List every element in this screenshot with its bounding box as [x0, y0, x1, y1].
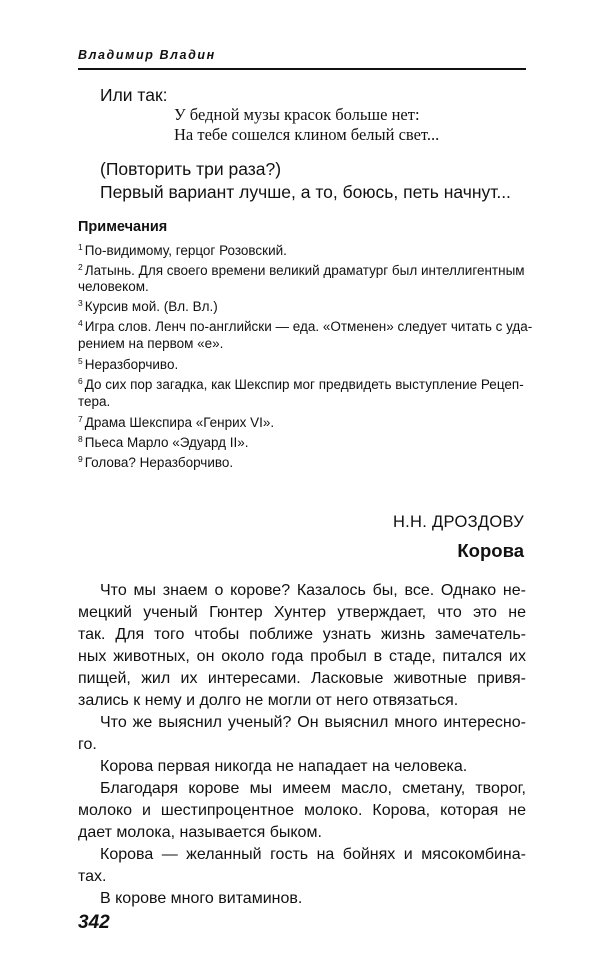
note-number: 9 [78, 454, 83, 464]
note-number: 7 [78, 414, 83, 424]
note-6-cont: тера. [78, 394, 111, 409]
body-line: ных животных, он около года пробыл в стаде, питался их [78, 648, 526, 665]
notes-title: Примечания [78, 219, 168, 235]
body-line: го. [78, 736, 97, 753]
body-line: зались к нему и долго не могли от него отвязаться. [78, 692, 459, 709]
body-line: Что мы знаем о корове? Казалось бы, все. Однако не- [100, 582, 526, 599]
body-line: Корова первая никогда не нападает на человека. [100, 758, 468, 775]
verse-question: (Повторить три раза?) [100, 159, 282, 179]
header-rule [78, 68, 526, 70]
note-number: 5 [78, 356, 83, 366]
body-line: молоко и шестипроцентное молоко. Корова, которая не [78, 802, 526, 819]
body-line: тах. [78, 868, 107, 885]
body-line: В корове много витаминов. [100, 890, 303, 907]
note-number: 3 [78, 298, 83, 308]
note-4 [78, 318, 532, 334]
note-2-cont: человеком. [78, 279, 149, 294]
note-6 [78, 376, 524, 392]
note-text: Голова? Неразборчиво. [84, 455, 234, 470]
note-number: 1 [78, 242, 83, 252]
page-number: 342 [78, 912, 110, 933]
verse-intro: Или так: [100, 85, 168, 105]
note-8 [78, 434, 249, 450]
verse-line-2: На тебе сошелся клином белый свет... [174, 125, 440, 144]
body-line: Корова — желанный гость на бойнях и мясокомбина- [100, 846, 526, 863]
body-line: дает молока, называется быком. [78, 824, 322, 841]
note-1 [78, 242, 287, 258]
body-line: пищей, жил их интересами. Ласковые животные привя- [78, 670, 526, 687]
body-line: мецкий ученый Гюнтер Хунтер утверждает, что это не [78, 604, 526, 621]
note-2 [78, 262, 525, 278]
verse-comment: Первый вариант лучше, а то, боюсь, петь начнут... [100, 182, 511, 202]
running-header: Владимир Владин [78, 48, 216, 62]
body-line: так. Для того чтобы поближе узнать жизнь замечатель- [78, 626, 526, 643]
body-line: Что же выяснил ученый? Он выяснил много интересно- [100, 714, 526, 731]
body-line: Благодаря корове мы имеем масло, сметану, творог, [100, 780, 526, 797]
note-number: 8 [78, 434, 83, 444]
note-text: До сих пор загадка, как Шекспир мог предвидеть выступление Рецеп- [84, 377, 524, 392]
story-title: Корова [457, 540, 524, 561]
note-text: Латынь. Для своего времени великий драматург был интеллигентным [84, 263, 525, 278]
note-text: Неразборчиво. [84, 357, 179, 372]
dedication: Н.Н. ДРОЗДОВУ [392, 513, 524, 531]
note-5 [78, 356, 178, 372]
note-number: 6 [78, 376, 83, 386]
verse-line-1: У бедной музы красок больше нет: [174, 105, 420, 124]
note-9 [78, 454, 233, 470]
note-text: По-видимому, герцог Розовский. [84, 243, 287, 258]
note-number: 2 [78, 262, 83, 272]
note-4-cont: рением на первом «е». [78, 336, 224, 351]
note-text: Курсив мой. (Вл. Вл.) [84, 299, 218, 314]
note-3 [78, 298, 218, 314]
note-text: Пьеса Марло «Эдуард II». [84, 435, 249, 450]
note-text: Игра слов. Ленч по-английски — еда. «Отменен» следует читать с уда- [84, 319, 533, 334]
note-text: Драма Шекспира «Генрих VI». [84, 415, 275, 430]
note-number: 4 [78, 318, 83, 328]
note-7 [78, 414, 274, 430]
